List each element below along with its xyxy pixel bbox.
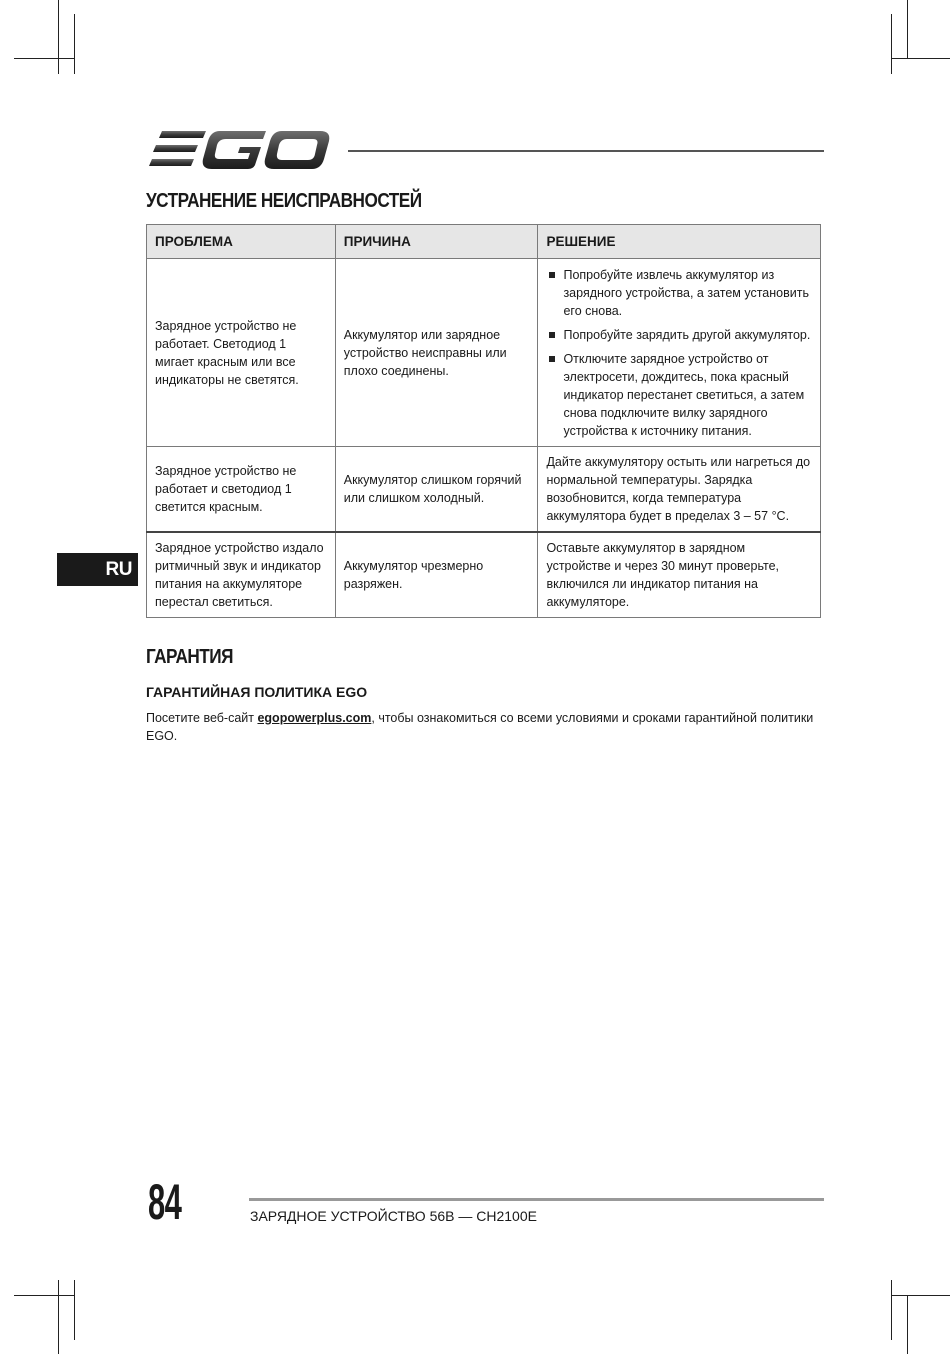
crop-mark (14, 1295, 74, 1296)
solution-item (546, 350, 812, 440)
warranty-text-before: Посетите веб-сайт (146, 711, 258, 725)
page-number: 84 (148, 1174, 182, 1230)
crop-mark (891, 58, 950, 59)
table-row (147, 447, 821, 533)
crop-mark (58, 0, 59, 74)
solution-list (546, 266, 812, 440)
problem-cell: Зарядное устройство издало ритмичный звук и индикатор питания на аккумуляторе перестал светиться. (147, 532, 336, 618)
table-row (147, 532, 821, 618)
solution-cell: Оставьте аккумулятор в зарядном устройстве и через 30 минут проверьте, включился ли индикатор питания на аккумуляторе. (538, 532, 821, 618)
crop-mark (907, 0, 908, 58)
solution-item-text: Попробуйте извлечь аккумулятор из зарядного устройства, а затем установить его снова. (563, 268, 809, 318)
cause-cell: Аккумулятор слишком горячий или слишком холодный. (335, 447, 538, 533)
problem-cell: Зарядное устройство не работает. Светодиод 1 мигает красным или все индикаторы не светятся. (147, 259, 336, 447)
footer-product-title: ЗАРЯДНОЕ УСТРОЙСТВО 56В — CH2100E (250, 1208, 537, 1224)
crop-mark (891, 1295, 950, 1296)
warranty-subtitle: ГАРАНТИЙНАЯ ПОЛИТИКА EGO (146, 684, 368, 700)
column-header-solution: РЕШЕНИЕ (538, 225, 821, 259)
crop-mark (907, 1296, 908, 1354)
cause-cell: Аккумулятор чрезмерно разряжен. (335, 532, 538, 618)
warranty-text-after: , чтобы ознакомиться со всеми условиями и сроками гарантийной политики EGO. (146, 711, 814, 743)
ego-logo (148, 128, 332, 172)
solution-item (546, 326, 812, 344)
header-rule (348, 150, 824, 152)
solution-item-text: Попробуйте зарядить другой аккумулятор. (563, 328, 811, 342)
warranty-text (146, 709, 826, 745)
solution-cell: Дайте аккумулятору остыть или нагреться до нормальной температуры. Зарядка возобновится, когда температура аккумулятора будет в пределах 3 – 57 °C. (538, 447, 821, 533)
troubleshooting-table (146, 224, 821, 618)
solution-item (546, 266, 812, 320)
troubleshooting-title: УСТРАНЕНИЕ НЕИСПРАВНОСТЕЙ (146, 190, 422, 212)
problem-cell: Зарядное устройство не работает и светодиод 1 светится красным. (147, 447, 336, 533)
table-header-row (147, 225, 821, 259)
crop-mark (14, 58, 74, 59)
table-row (147, 259, 821, 447)
crop-mark (74, 14, 75, 74)
crop-mark (891, 1280, 892, 1340)
crop-mark (74, 1280, 75, 1340)
website-link[interactable]: egopowerplus.com (257, 711, 372, 725)
square-bullet-icon (549, 272, 555, 278)
column-header-problem: ПРОБЛЕМА (147, 225, 336, 259)
solution-item-text: Отключите зарядное устройство от электросети, дождитесь, пока красный индикатор перестанет светиться, а затем снова подключите вилку зарядного устройства к источнику питания. (563, 352, 805, 438)
warranty-title: ГАРАНТИЯ (146, 646, 234, 668)
crop-mark (891, 14, 892, 74)
solution-cell (538, 259, 821, 447)
column-header-cause: ПРИЧИНА (335, 225, 538, 259)
square-bullet-icon (549, 332, 555, 338)
language-tab: RU (57, 553, 138, 586)
crop-mark (58, 1280, 59, 1354)
footer-rule (249, 1198, 824, 1201)
cause-cell: Аккумулятор или зарядное устройство неисправны или плохо соединены. (335, 259, 538, 447)
square-bullet-icon (549, 356, 555, 362)
